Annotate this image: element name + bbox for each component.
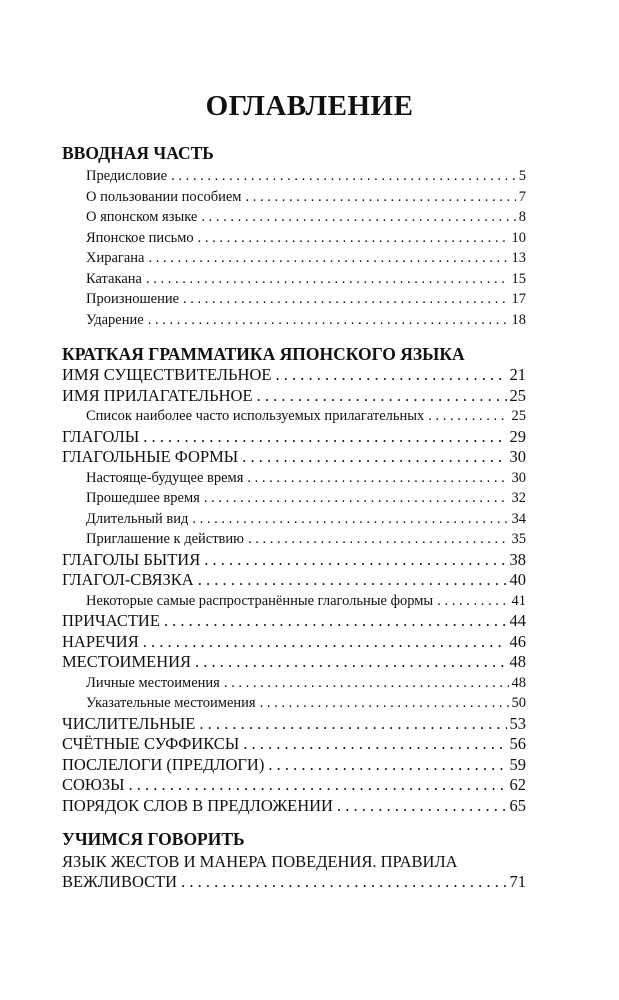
toc-entry-label: ГЛАГОЛЫ БЫТИЯ (62, 549, 201, 569)
toc-entry-page: 59 (509, 754, 526, 774)
toc-list (62, 364, 526, 816)
dot-leader (268, 755, 506, 776)
toc-entry-page: 71 (509, 872, 526, 891)
toc-entry[interactable] (62, 693, 526, 714)
toc-entry-page: 30 (511, 469, 526, 486)
section-heading: КРАТКАЯ ГРАММАТИКА ЯПОНСКОГО ЯЗЫКА (62, 344, 465, 364)
dot-leader (129, 775, 507, 796)
toc-entry[interactable] (62, 509, 526, 530)
toc-entry-page: 18 (511, 311, 526, 328)
toc-entry[interactable] (62, 714, 526, 735)
toc-entry-page: 7 (518, 188, 526, 205)
toc-list (62, 849, 526, 893)
dot-leader (192, 509, 508, 530)
toc-entry[interactable] (62, 488, 526, 509)
toc-entry-page: 44 (509, 611, 526, 630)
toc-entry[interactable] (62, 187, 526, 208)
toc-entry-label: СЧЁТНЫЕ СУФФИКСЫ (62, 734, 240, 753)
dot-leader (248, 529, 509, 550)
toc-entry-label: Произношение (86, 291, 180, 307)
toc-entry[interactable] (62, 228, 526, 249)
dot-leader (428, 406, 508, 427)
toc-entry-label: ГЛАГОЛЫ (62, 426, 140, 446)
dot-leader (437, 591, 508, 612)
section-heading: УЧИМСЯ ГОВОРИТЬ (62, 829, 245, 849)
toc-entry[interactable] (62, 365, 526, 386)
toc-entry-label: ПОРЯДОК СЛОВ В ПРЕДЛОЖЕНИИ (62, 795, 333, 815)
dot-leader (243, 734, 506, 755)
toc-entry-label: Настояще-будущее время (86, 469, 244, 486)
toc-entry[interactable] (62, 796, 526, 817)
toc-entry-page: 65 (509, 795, 526, 815)
toc-entry-page: 38 (509, 549, 526, 569)
toc-entry-page: 15 (511, 270, 526, 287)
dot-leader (143, 427, 506, 448)
dot-leader (183, 289, 508, 310)
toc-list (62, 163, 526, 330)
toc-entry-page: 5 (518, 168, 526, 184)
toc-entry[interactable] (62, 427, 526, 448)
dot-leader (201, 207, 515, 228)
toc-entry-page: 48 (509, 652, 526, 671)
toc-entry[interactable] (62, 269, 526, 290)
toc-entry-label: Указательные местоимения (86, 695, 256, 711)
toc-entry-label: ИМЯ ПРИЛАГАТЕЛЬНОЕ (62, 385, 253, 405)
toc-entry[interactable] (62, 468, 526, 489)
dot-leader (260, 693, 509, 714)
toc-entry[interactable] (62, 611, 526, 632)
toc-entry[interactable] (62, 248, 526, 269)
toc-entry-label: ЧИСЛИТЕЛЬНЫЕ (62, 713, 196, 733)
toc-entry[interactable] (62, 406, 526, 427)
toc-entry-page: 62 (509, 775, 526, 794)
toc-entry-page: 10 (511, 229, 526, 246)
toc-entry-label: ИМЯ СУЩЕСТВИТЕЛЬНОЕ (62, 365, 272, 384)
toc-entry[interactable] (62, 447, 526, 468)
toc-entry[interactable] (62, 872, 526, 893)
toc-entry-label: ПРИЧАСТИЕ (62, 611, 160, 630)
dot-leader (149, 248, 509, 269)
toc-entry-label: ЯЗЫК ЖЕСТОВ И МАНЕРА ПОВЕДЕНИЯ. ПРАВИЛА (62, 852, 458, 871)
toc-entry-label: Список наиболее часто используемых прилагательных (86, 408, 425, 424)
dot-leader (204, 550, 506, 571)
toc-entry-label: Катакана (86, 270, 142, 287)
toc-entry[interactable] (62, 632, 526, 653)
toc-entry-page: 8 (518, 209, 526, 225)
toc-entry[interactable] (62, 755, 526, 776)
toc-entry-page: 34 (511, 510, 526, 527)
toc-entry-label: Некоторые самые распространённые глагольные формы (86, 592, 434, 609)
toc-entry-label: Японское письмо (86, 229, 194, 246)
dot-leader (257, 386, 507, 407)
toc-entry-label: СОЮЗЫ (62, 775, 125, 794)
toc-entry-page: 25 (511, 408, 526, 424)
toc-entry-page: 13 (511, 250, 526, 266)
dot-leader (204, 488, 509, 509)
dot-leader (242, 447, 506, 468)
toc-entry-page: 48 (511, 674, 526, 691)
toc-entry-page: 35 (511, 531, 526, 547)
toc-entry-page: 46 (509, 631, 526, 651)
toc-entry-label: Хирагана (86, 250, 145, 266)
toc-entry-label: Длительный вид (86, 510, 189, 527)
toc-entry[interactable] (62, 734, 526, 755)
toc-entry[interactable] (62, 775, 526, 796)
dot-leader (181, 872, 506, 893)
toc-entry-page: 21 (509, 365, 526, 384)
dot-leader (224, 673, 509, 694)
toc-entry-page: 29 (509, 426, 526, 446)
toc-entry[interactable] (62, 591, 526, 612)
toc-entry-label: Приглашение к действию (86, 531, 244, 547)
toc-entry-page: 53 (509, 713, 526, 733)
toc-section-introduction (62, 143, 526, 330)
toc-entry-label: Личные местоимения (86, 674, 220, 691)
toc-entry-page: 25 (509, 385, 526, 405)
dot-leader (275, 365, 506, 386)
dot-leader (247, 468, 508, 489)
toc-entry-page: 56 (509, 734, 526, 753)
dot-leader (245, 187, 515, 208)
toc-entry-label: ПОСЛЕЛОГИ (ПРЕДЛОГИ) (62, 754, 265, 774)
toc-entry[interactable] (62, 673, 526, 694)
toc-entry[interactable] (62, 529, 526, 550)
toc-entry-page: 32 (511, 490, 526, 506)
toc-entry-label: О японском языке (86, 209, 198, 225)
dot-leader (199, 714, 506, 735)
dot-leader (171, 166, 516, 187)
toc-entry[interactable] (62, 289, 526, 310)
dot-leader (195, 652, 506, 673)
toc-section-speaking (62, 829, 526, 893)
toc-entry-label: ВЕЖЛИВОСТИ (62, 872, 178, 891)
toc-entry[interactable] (62, 550, 526, 571)
toc-entry-label: ГЛАГОЛ-СВЯЗКА (62, 570, 194, 589)
toc-entry-label: МЕСТОИМЕНИЯ (62, 652, 192, 671)
toc-entry[interactable] (62, 652, 526, 673)
toc-entry-line[interactable] (62, 851, 526, 872)
toc-entry[interactable] (62, 166, 526, 187)
toc-entry-label: О пользовании пособием (86, 188, 242, 205)
dot-leader (198, 228, 509, 249)
toc-entry-page: 41 (511, 592, 526, 609)
toc-entry-page: 40 (509, 570, 526, 589)
toc-entry-label: Ударение (86, 311, 144, 328)
dot-leader (143, 632, 507, 653)
toc-entry-label: НАРЕЧИЯ (62, 631, 139, 651)
dot-leader (198, 570, 507, 591)
toc-entry[interactable] (62, 310, 526, 331)
toc-entry-label: Прошедшее время (86, 490, 200, 506)
toc-entry[interactable] (62, 386, 526, 407)
toc-section-grammar (62, 344, 526, 816)
toc-entry-label: ГЛАГОЛЬНЫЕ ФОРМЫ (62, 447, 239, 466)
dot-leader (164, 611, 507, 632)
toc-entry[interactable] (62, 207, 526, 228)
toc-entry[interactable] (62, 570, 526, 591)
section-heading: ВВОДНАЯ ЧАСТЬ (62, 143, 214, 163)
toc-entry-page: 30 (509, 447, 526, 466)
toc-entry-label: Предисловие (86, 168, 168, 184)
dot-leader (148, 310, 509, 331)
page-title: ОГЛАВЛЕНИЕ (205, 90, 414, 122)
dot-leader (337, 796, 507, 817)
toc-entry-page: 17 (511, 291, 526, 307)
dot-leader (146, 269, 509, 290)
toc-entry-page: 50 (511, 695, 526, 711)
